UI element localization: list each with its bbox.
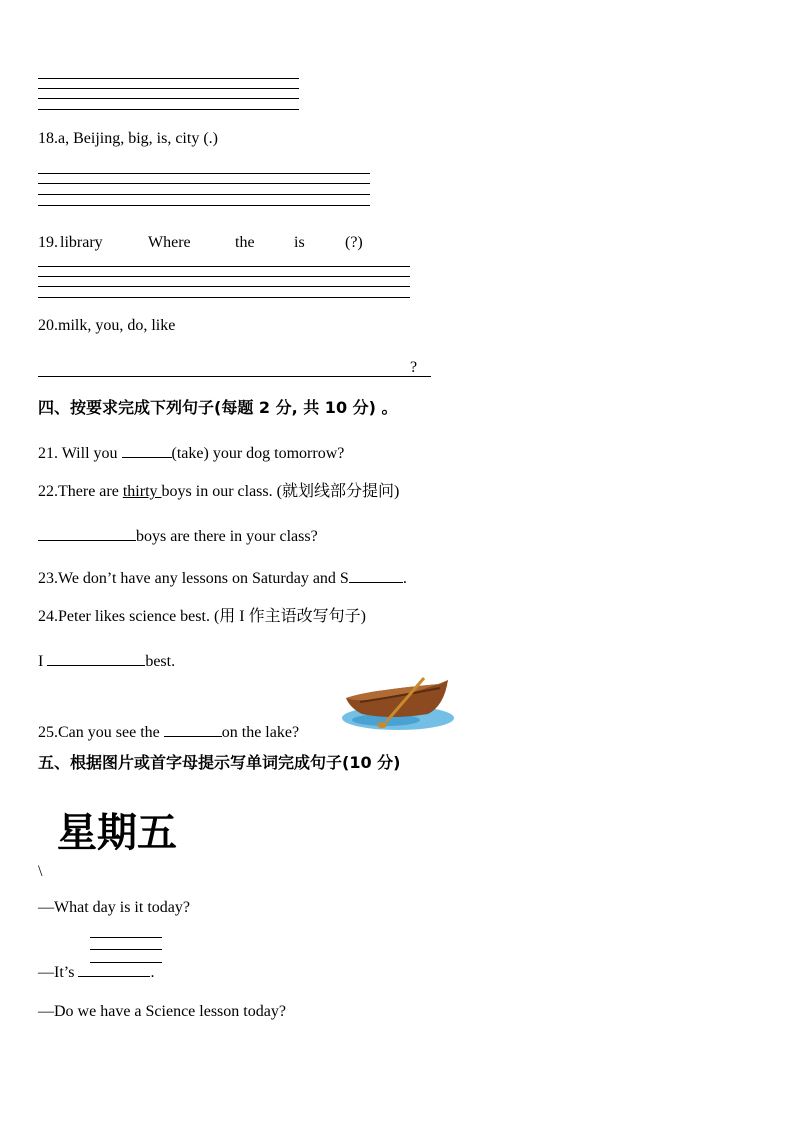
question-number: 23. (38, 570, 58, 587)
text-post: best. (145, 653, 176, 670)
question-number: 24. (38, 608, 58, 625)
word-is: is (294, 234, 305, 251)
blank-weekday[interactable] (78, 962, 150, 977)
text-pre: Peter likes science best. (用 I 作主语改写句子) (58, 608, 366, 625)
text-post: . (150, 964, 155, 981)
weekday-picture: 星期五 (57, 810, 177, 856)
question-18 (38, 131, 218, 147)
blank-21[interactable] (122, 443, 172, 458)
answer-24 (38, 651, 175, 670)
stray-backslash: \ (38, 863, 43, 880)
text-pre: We don’t have any lessons on Saturday and S (58, 570, 349, 587)
question-24 (38, 609, 366, 625)
blank-24[interactable] (47, 651, 145, 666)
word-the: the (235, 234, 255, 251)
question-number: 22. (38, 483, 58, 500)
word-library: library (60, 234, 103, 251)
question-25 (38, 722, 299, 741)
text-pre: There are (58, 483, 123, 500)
text-post: boys in our class. (就划线部分提问) (161, 483, 400, 500)
dialog-line-2 (38, 962, 154, 981)
question-words: a, Beijing, big, is, city (.) (58, 130, 218, 147)
section-5-title: 五、根据图片或首字母提示写单词完成句子(10 分) (38, 753, 401, 772)
text-post: . (402, 570, 407, 587)
dialog-line-3: —Do we have a Science lesson today? (38, 1003, 286, 1020)
text-post: boys are there in your class? (136, 528, 318, 545)
text-pre: —It’s (38, 964, 79, 981)
boat-icon (340, 676, 460, 738)
question-20 (38, 318, 175, 334)
question-words: milk, you, do, like (58, 317, 176, 334)
section-4-title: 四、按要求完成下列句子(每题 2 分, 共 10 分) 。 (38, 398, 398, 417)
question-number: 21. (38, 445, 58, 462)
question-21 (38, 443, 344, 462)
text-post: on the lake? (221, 724, 300, 741)
question-number: 20. (38, 317, 58, 334)
answer-22 (38, 526, 318, 545)
text-pre: I (38, 653, 48, 670)
word-where: Where (148, 234, 191, 251)
question-number: 25. (38, 724, 58, 741)
question-number: 18. (38, 130, 58, 147)
blank-22[interactable] (38, 526, 136, 541)
text-pre: Can you see the (58, 724, 164, 741)
blank-23[interactable] (349, 568, 403, 583)
answer-line-20[interactable] (38, 376, 431, 377)
word-punct: (?) (345, 234, 363, 251)
question-number: 19. (38, 234, 58, 251)
question-22 (38, 484, 399, 500)
text-post: (take) your dog tomorrow? (171, 445, 345, 462)
text-pre: Will you (58, 445, 122, 462)
dialog-line-1: —What day is it today? (38, 899, 190, 916)
question-23 (38, 568, 407, 587)
question-mark: ? (410, 359, 418, 376)
blank-25[interactable] (164, 722, 222, 737)
underlined-word: thirty (122, 483, 162, 500)
